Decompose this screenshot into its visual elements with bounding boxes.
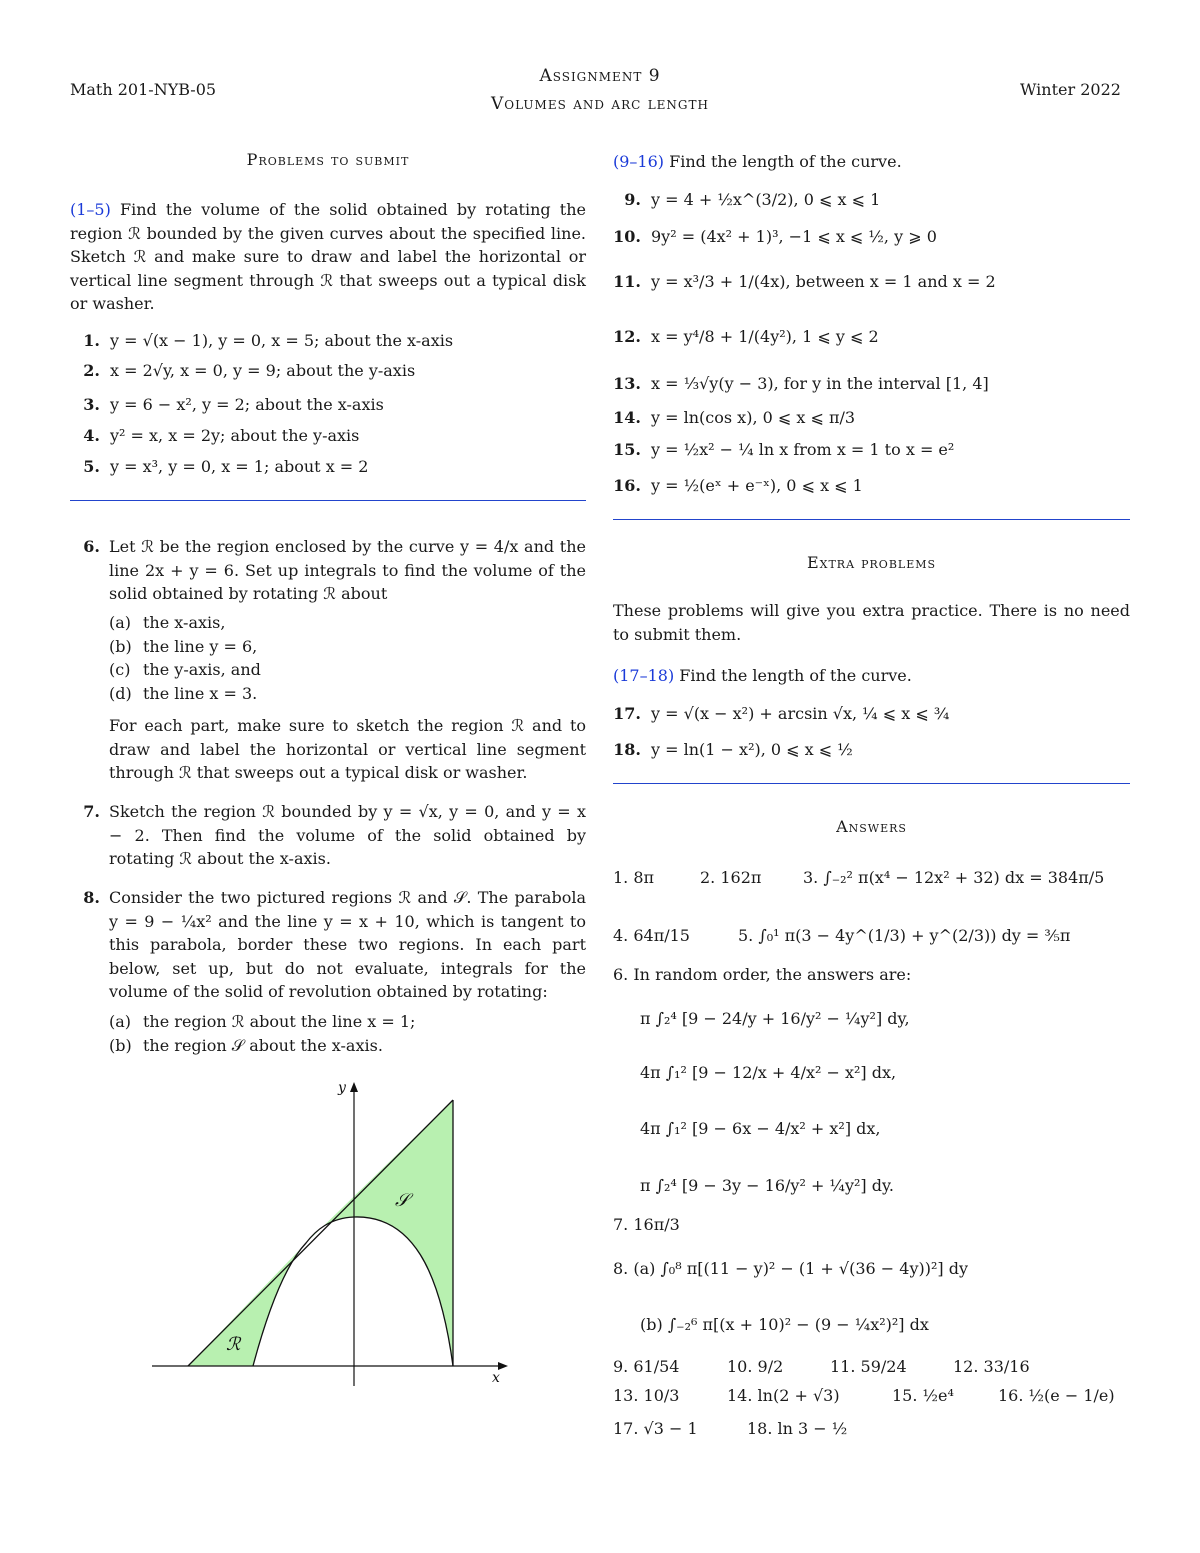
problem-6-text: Let ℛ be the region enclosed by the curve y = 4/x and the line 2x + y = 6. Set up integrals to find the volume of the solid obtained by rotating ℛ about (109, 537, 586, 603)
answer-16: 16. ½(e − 1/e) (998, 1386, 1115, 1405)
problem-6-part-a: (a) the x-axis, (109, 613, 226, 632)
assignment-subtitle: Volumes and arc length (491, 94, 709, 114)
answer-6-item-1: π ∫₂⁴ [9 − 24/y + 16/y² − ¼y²] dy, (640, 1009, 910, 1028)
problem-5: 5. y = x³, y = 0, x = 1; about x = 2 (83, 457, 369, 476)
problem-6-followup: For each part, make sure to sketch the region ℛ and to draw and label the horizontal or vertical line segment through ℛ that sweeps out a typical disk or washer. (109, 716, 586, 782)
problem-12: 12. x = y⁴/8 + 1/(4y²), 1 ⩽ y ⩽ 2 (613, 327, 879, 346)
problem-18: 18. y = ln(1 − x²), 0 ⩽ x ⩽ ½ (613, 740, 853, 759)
answer-17: 17. √3 − 1 (613, 1419, 698, 1438)
problem-2: 2. x = 2√y, x = 0, y = 9; about the y-axis (83, 361, 416, 380)
answer-13: 13. 10/3 (613, 1386, 680, 1405)
volume-intro (70, 198, 586, 316)
section-divider-2 (613, 519, 1130, 520)
problem-6-part-d: (d) the line x = 3. (109, 684, 258, 703)
answer-2: 2. 162π (700, 868, 762, 887)
answer-6-item-3: 4π ∫₁² [9 − 6x − 4/x² + x²] dx, (640, 1119, 881, 1138)
figure-drawing (140, 1070, 520, 1390)
answer-8b: (b) ∫₋₂⁶ π[(x + 10)² − (9 − ¼x²)²] dx (640, 1315, 929, 1334)
answer-6-item-4: π ∫₂⁴ [9 − 3y − 16/y² + ¼y²] dy. (640, 1176, 894, 1195)
problem-8-number: 8. (83, 888, 100, 907)
problem-range-link[interactable]: (1–5) (70, 200, 111, 219)
region-s-label: 𝒮 (395, 1190, 409, 1211)
answer-6-item-2: 4π ∫₁² [9 − 12/x + 4/x² − x²] dx, (640, 1063, 897, 1082)
section-title-extra: Extra problems (806, 553, 937, 572)
extra-range-link[interactable]: (17–18) (613, 666, 675, 685)
section-divider (70, 500, 586, 501)
problem-15: 15. y = ½x² − ¼ ln x from x = 1 to x = e² (613, 440, 955, 459)
answer-5: 5. ∫₀¹ π(3 − 4y^(1/3) + y^(2/3)) dy = ⅗π (738, 926, 1071, 945)
y-axis-label: y (338, 1080, 346, 1096)
x-axis-label: x (492, 1370, 500, 1386)
arc-range-link[interactable]: (9–16) (613, 152, 665, 171)
term-label: Winter 2022 (1020, 80, 1121, 99)
arc-intro (613, 150, 1130, 174)
problem-7-number: 7. (83, 802, 100, 821)
arc-intro-text: Find the length of the curve. (664, 152, 902, 171)
answer-1: 1. 8π (613, 868, 655, 887)
answer-4: 4. 64π/15 (613, 926, 690, 945)
problem-17: 17. y = √(x − x²) + arcsin √x, ¼ ⩽ x ⩽ ¾ (613, 704, 950, 723)
problem-7-text: Sketch the region ℛ bounded by y = √x, y = 0, and y = x − 2. Then find the volume of the solid obtained by rotating ℛ about the x-axis. (109, 802, 586, 868)
section-title-submit: Problems to submit (246, 150, 410, 169)
answer-14: 14. ln(2 + √3) (727, 1386, 840, 1405)
problem-1: 1. y = √(x − 1), y = 0, x = 5; about the x-axis (83, 331, 454, 350)
section-divider-3 (613, 783, 1130, 784)
extra-arc-intro-text: Find the length of the curve. (674, 666, 912, 685)
answer-6-intro: 6. In random order, the answers are: (613, 965, 912, 984)
extra-arc-intro (613, 664, 1130, 688)
assignment-title: Assignment 9 (539, 66, 661, 86)
answer-10: 10. 9/2 (727, 1357, 784, 1376)
figure-background (140, 1070, 520, 1390)
region-r-label: ℛ (226, 1334, 241, 1355)
answer-8a: 8. (a) ∫₀⁸ π[(11 − y)² − (1 + √(36 − 4y))²] dy (613, 1259, 969, 1278)
problem-8-part-a: (a) the region ℛ about the line x = 1; (109, 1012, 416, 1031)
answer-7: 7. 16π/3 (613, 1215, 680, 1234)
answer-9: 9. 61/54 (613, 1357, 680, 1376)
problem-10: 10. 9y² = (4x² + 1)³, −1 ⩽ x ⩽ ½, y ⩾ 0 (613, 227, 937, 246)
answer-12: 12. 33/16 (953, 1357, 1030, 1376)
course-code: Math 201-NYB-05 (70, 80, 217, 99)
problem-8-part-b: (b) the region 𝒮 about the x-axis. (109, 1036, 383, 1055)
problem-3: 3. y = 6 − x², y = 2; about the x-axis (83, 395, 384, 414)
answer-11: 11. 59/24 (830, 1357, 907, 1376)
section-title-answers: Answers (836, 817, 907, 836)
problem-8-text: Consider the two pictured regions ℛ and 𝒮. The parabola y = 9 − ¼x² and the line y = x + 10, which is tangent to this parabola, border these two regions. In each part below, set up, but do not evaluate, integrals for the volume of the solid of revolution obtained by rotating: (109, 888, 586, 1001)
problem-9: 9. y = 4 + ½x^(3/2), 0 ⩽ x ⩽ 1 (624, 190, 881, 209)
extra-intro: These problems will give you extra practice. There is no need to submit them. (613, 601, 1130, 644)
problem-14: 14. y = ln(cos x), 0 ⩽ x ⩽ π/3 (613, 408, 856, 427)
problem-6-number: 6. (83, 537, 100, 556)
problem-13: 13. x = ⅓√y(y − 3), for y in the interval [1, 4] (613, 374, 989, 393)
problem-11: 11. y = x³/3 + 1/(4x), between x = 1 and x = 2 (613, 272, 996, 291)
problem-6-part-b: (b) the line y = 6, (109, 637, 258, 656)
problem-4: 4. y² = x, x = 2y; about the y-axis (83, 426, 360, 445)
problem-6-part-c: (c) the y-axis, and (109, 660, 261, 679)
answer-18: 18. ln 3 − ½ (747, 1419, 848, 1438)
problem-16: 16. y = ½(eˣ + e⁻ˣ), 0 ⩽ x ⩽ 1 (613, 476, 863, 495)
answer-15: 15. ½e⁴ (892, 1386, 954, 1405)
answer-3: 3. ∫₋₂² π(x⁴ − 12x² + 32) dx = 384π/5 (803, 868, 1105, 887)
volume-intro-text: Find the volume of the solid obtained by rotating the region ℛ bounded by the given curves about the specified line. Sketch ℛ and make sure to draw and label the horizontal or vertical line segment through ℛ that sweeps out a typical disk or washer. (70, 200, 586, 313)
